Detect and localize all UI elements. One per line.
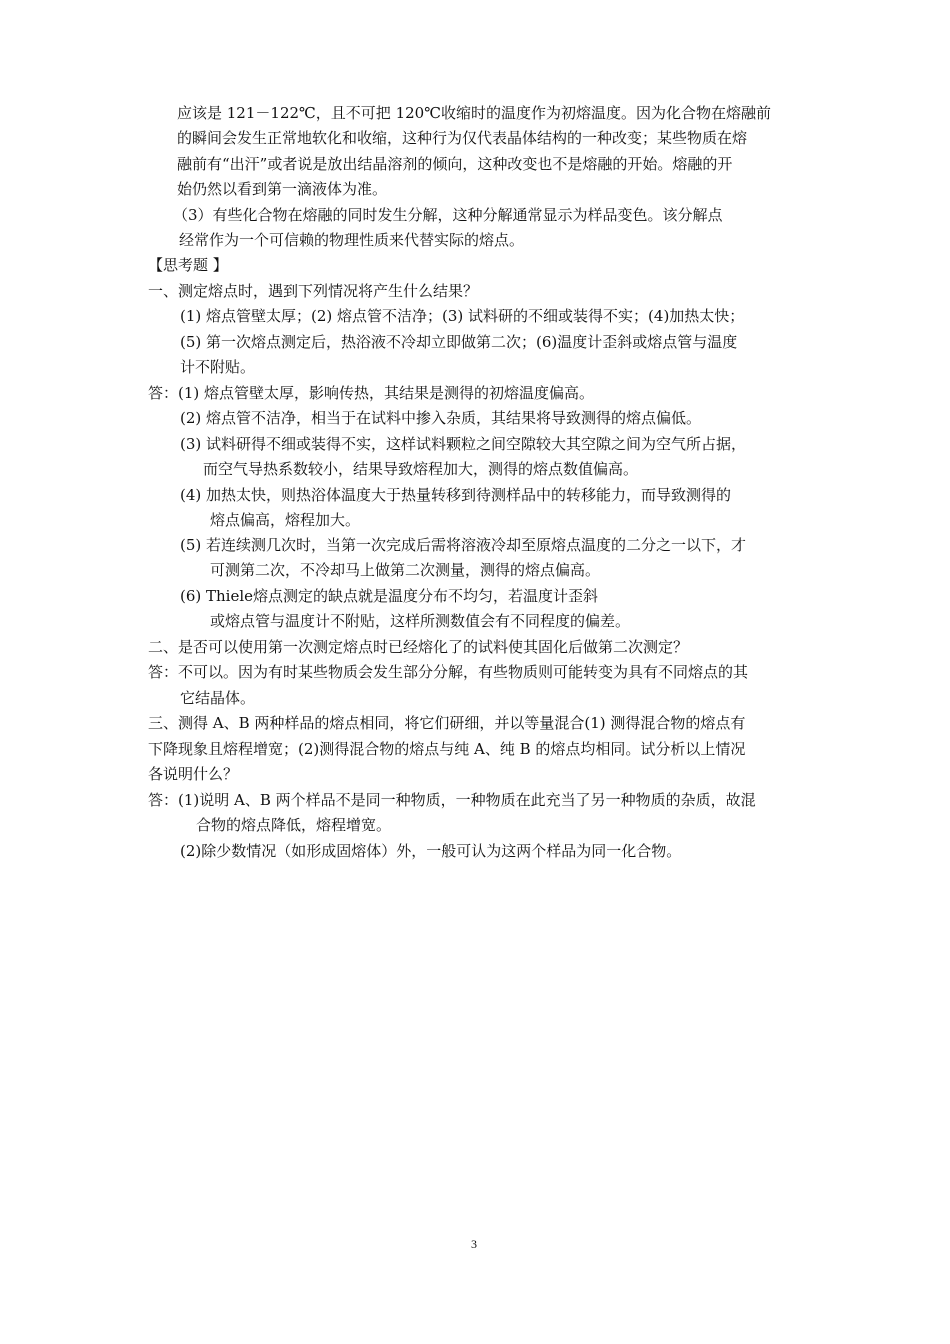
q1-condition-1: (1) 熔点管壁太厚；(2) 熔点管不洁净；(3) 试料研的不细或装得不实；(4)加热太快；	[180, 307, 745, 325]
q3-question-line-3: 各说明什么？	[148, 765, 239, 783]
q1-answer-line-6: 熔点偏高，熔程加大。	[210, 511, 361, 529]
q3-question-line-2: 下降现象且熔程增宽；(2)测得混合物的熔点与纯 A、纯 B 的熔点均相同。试分析以上情况	[148, 740, 746, 758]
q1-condition-3: 计不附贴。	[180, 358, 256, 376]
intro-line-2: 的瞬间会发生正常地软化和收缩，这种行为仅代表晶体结构的一种改变；某些物质在熔	[177, 129, 748, 147]
q2-answer-line-2: 它结晶体。	[180, 689, 256, 707]
page-number: 3	[471, 1237, 477, 1251]
intro-line-4: 始仍然以看到第一滴液体为准。	[177, 180, 388, 198]
q1-answer-line-3: (3) 试料研得不细或装得不实，这样试料颗粒之间空隙较大其空隙之间为空气所占据，	[180, 435, 747, 453]
q1-answer-line-7: (5) 若连续测几次时，当第一次完成后需将溶液冷却至原熔点温度的二分之一以下，才	[180, 536, 747, 554]
q1-answer-line-9: (6) Thiele熔点测定的缺点就是温度分布不均匀，若温度计歪斜	[180, 587, 599, 605]
q2-answer-line-1: 答：不可以。因为有时某些物质会发生部分分解，有些物质则可能转变为具有不同熔点的其	[148, 663, 749, 681]
intro-line-5: （3）有些化合物在熔融的同时发生分解，这种分解通常显示为样品变色。该分解点	[173, 206, 723, 224]
q1-answer-line-10: 或熔点管与温度计不附贴，这样所测数值会有不同程度的偏差。	[210, 612, 631, 630]
q2-question: 二、是否可以使用第一次测定熔点时已经熔化了的试料使其固化后做第二次测定？	[148, 638, 689, 656]
section-title: 【思考题 】	[148, 256, 228, 274]
q3-answer-line-3: (2)除少数情况（如形成固熔体）外，一般可认为这两个样品为同一化合物。	[180, 842, 682, 860]
q1-question: 一、测定熔点时，遇到下列情况将产生什么结果？	[148, 282, 479, 300]
intro-line-6: 经常作为一个可信赖的物理性质来代替实际的熔点。	[179, 231, 525, 249]
q3-question-line-1: 三、测得 A、B 两种样品的熔点相同，将它们研细，并以等量混合(1) 测得混合物的熔点有	[148, 714, 746, 732]
q1-answer-line-5: (4) 加热太快，则热浴体温度大于热量转移到待测样品中的转移能力，而导致测得的	[180, 486, 732, 504]
intro-line-3: 融前有“出汗”或者说是放出结晶溶剂的倾向，这种改变也不是熔融的开始。熔融的开	[177, 155, 733, 173]
q3-answer-line-1: 答：(1)说明 A、B 两个样品不是同一种物质，一种物质在此充当了另一种物质的杂质，故混	[148, 791, 756, 809]
intro-line-1: 应该是 121－122℃，且不可把 120℃收缩时的温度作为初熔温度。因为化合物在熔融前	[177, 104, 771, 122]
q1-condition-2: (5) 第一次熔点测定后，热浴液不冷却立即做第二次；(6)温度计歪斜或熔点管与温度	[180, 333, 738, 351]
q1-answer-line-2: (2) 熔点管不洁净，相当于在试料中掺入杂质，其结果将导致测得的熔点偏低。	[180, 409, 702, 427]
q3-answer-line-2: 合物的熔点降低，熔程增宽。	[196, 816, 392, 834]
q1-answer-line-1: 答：(1) 熔点管壁太厚，影响传热，其结果是测得的初熔温度偏高。	[148, 384, 595, 402]
q1-answer-line-4: 而空气导热系数较小，结果导致熔程加大，测得的熔点数值偏高。	[203, 460, 639, 478]
q1-answer-line-8: 可测第二次，不冷却马上做第二次测量，测得的熔点偏高。	[210, 561, 601, 579]
